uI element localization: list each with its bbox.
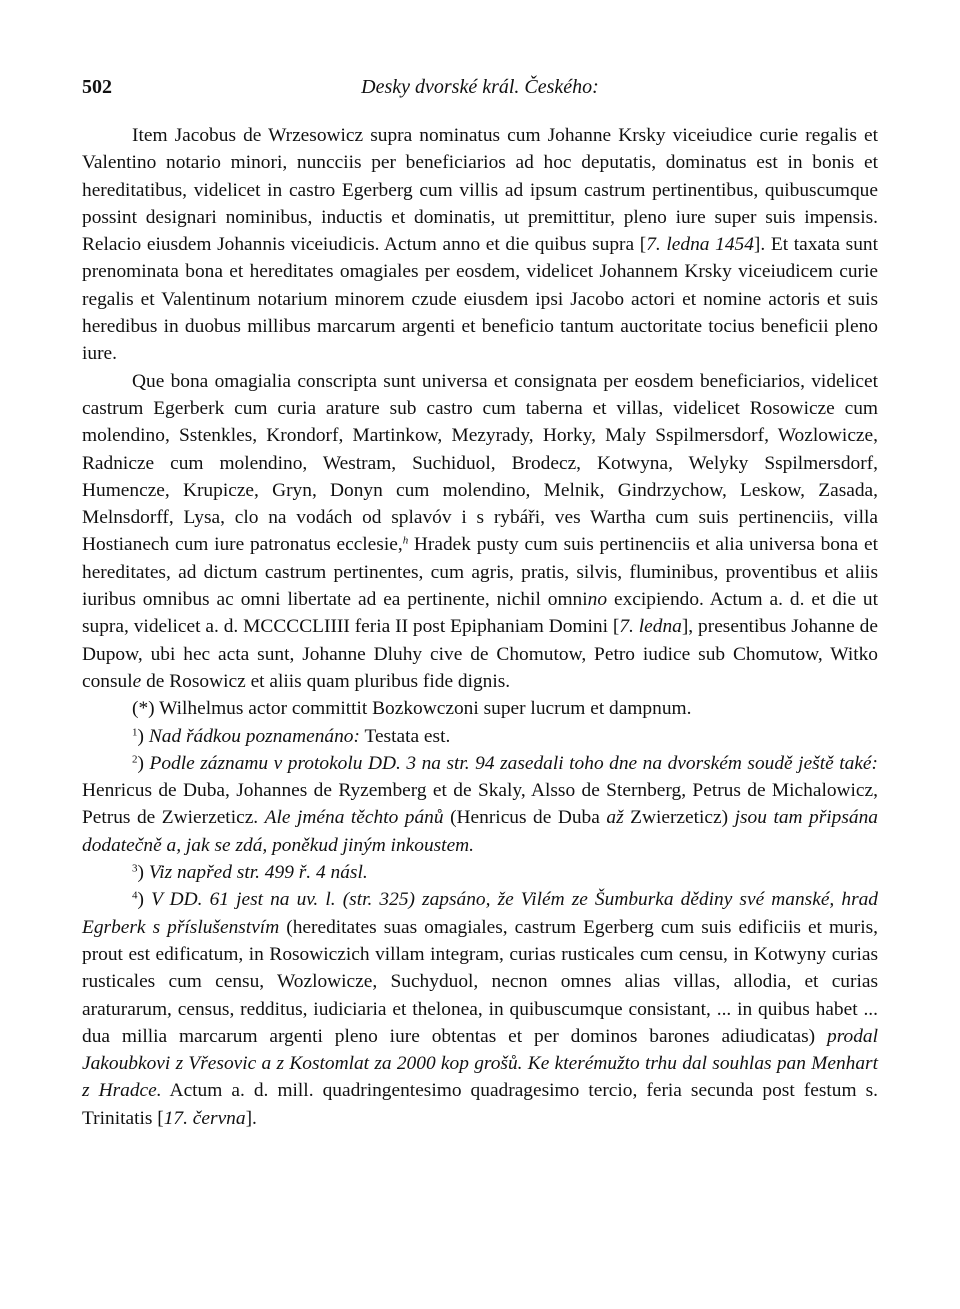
footnote-mark: h xyxy=(402,534,409,547)
body-text xyxy=(82,122,878,1132)
footnote-number: 3 xyxy=(132,862,138,875)
footnote-4: $^4$) V DD. 61 jest na uv. l. (str. 325) zapsáno, že Vilém ze Šumburka dědiny své manské, hrad Egrberk s příslušenstvím (hereditates suas omagiales, castrum Egerberg cum suis edificiis et muris, prout est edificatum, in Rosowiczich villam integram, curias rusticales cum censu, in Kotwyny curias rusticales cum censu, Wozlowicze, Suchyduol, necnon omnes alias villas, allodia, et curias araturarum, census, redditus, iudiciaria et thelonea, in quibuscumque consistant, ... in quibus habet ... dua millia marcarum argenti pleno iure obtentas et per dominos barones adiudicatas) prodal Jakoubkovi z Vřesovic a z Kostomlat za 2000 kop grošů. Ke kterémužto trhu dal souhlas pan Menhart z Hradce. Actum a. d. mill. quadringentesimo quadragesimo tercio, feria secunda post festum s. Trinitatis [17. června]. xyxy=(82,889,879,1129)
paragraph-2: Que bona omagialia conscripta sunt universa et consignata per eosdem beneficiarios, videlicet castrum Egerberk cum curia arature sub castro cum taberna et villas, videlicet Rosowicze cum molendino, Sstenkles, Krondorf, Martinkow, Mezyrady, Horky, Maly Sspilmersdorf, Wozlowicze, Radnicze cum molendino, Westram, Suchiduol, Brodecz, Kotwyna, Welyky Sspilmersdorf, Humencze, Krupicze, Gryn, Donyn cum molendino, Melnik, Gindrzychow, Leskow, Zasada, Melnsdorff, Lysa, clo na vodách od splavóv i s rybáři, ves Wartha cum suis pertinenciis, villa Hostianech cum iure patronatus ecclesie,$^h$ Hradek pusty cum suis pertinenciis et alia universa bona et hereditates, ad dictum castrum pertinentes, cum agris, pratis, silvis, fluminibus, proventibus et aliis iuribus omnibus ac omni libertate ad ea pertinente, nichil omnino excipiendo. Actum a. d. et die ut supra, videlicet a. d. MCCCCLIIII feria II post Epiphaniam Domini [7. ledna], presentibus Johanne de Dupow, ubi hec acta sunt, Johanne Dluhy cive de Chomutow, Petro iudice sub Chomutow, Witko consule de Rosowicz et aliis quam pluribus fide dignis. xyxy=(82,370,879,692)
running-title: Desky dvorské král. Českého: xyxy=(361,76,599,98)
page-number: 502 xyxy=(82,76,112,98)
paragraph-3: (*) Wilhelmus actor committit Bozkowczoni super lucrum et dampnum. xyxy=(132,698,692,720)
footnote-3: $^3$) Viz napřed str. 499 ř. 4 násl. xyxy=(132,862,368,884)
footnote-1: $^1$) Nad řádkou poznamenáno: Testata est. xyxy=(132,725,451,747)
footnote-number: 4 xyxy=(132,889,138,902)
date-reference: 7. ledna 1454 xyxy=(646,234,754,256)
page-header xyxy=(82,76,878,102)
date-reference: 17. června xyxy=(163,1107,246,1129)
paragraph-1: Item Jacobus de Wrzesowicz supra nominatus cum Johanne Krsky viceiudice curie regalis et Valentino notario minori, nuncciis per beneficiarios ad hoc deputatis, dominatus est in bonis et hereditatibus, videlicet in castro Egerberg cum villis ad ipsum castrum pertinentibus, quibuscumque possint designari nominibus, inductis et dominatis, ut premittitur, pleno iure super suis impensis. Relacio eiusdem Johannis viceiudicis. Actum anno et die quibus supra [7. ledna 1454]. Et taxata sunt prenominata bona et hereditates omagiales per eosdem, videlicet Johannem Krsky viceiudicem curie regalis et Valentinum notarium minorem czude eiusdem ipsi Jacobo actori et nomine actoris et suis heredibus in duobus millibus marcarum argenti et beneficio tantum auctoritate tocius beneficii pleno iure. xyxy=(82,125,878,365)
footnote-2: $^2$) Podle záznamu v protokolu DD. 3 na str. 94 zasedali toho dne na dvorském soudě ještě také: Henricus de Duba, Johannes de Ryzemberg et de Skaly, Alsso de Sternberg, Petrus de Michalowicz, Petrus de Zwierzeticz. Ale jména těchto pánů (Henricus de Duba až Zwierzeticz) jsou tam připsána dodatečně a, jak se zdá, poněkud jiným inkoustem. xyxy=(82,752,878,856)
footnote-number: 1 xyxy=(132,725,138,738)
date-reference: 7. ledna xyxy=(619,616,682,638)
footnote-number: 2 xyxy=(132,753,138,766)
